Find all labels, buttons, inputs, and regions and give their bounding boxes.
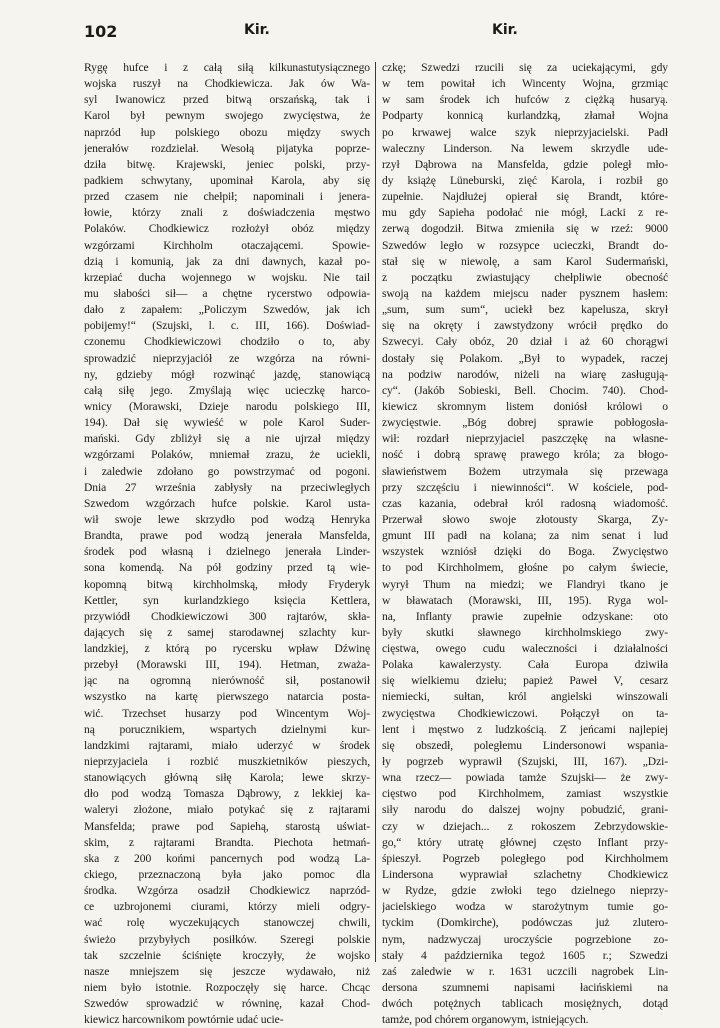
text-line: padkiem schwytany, upominał Karola, aby się [84,173,370,187]
text-line: dło pod wodzą Tomasza Dąbrowy, z lekkiej ka- [84,787,370,801]
text-line: ły pogrzeb wyprawił (Szujski, III, 167). „Dzi- [382,755,668,769]
text-line: Szwedów legło w rozsypce ucieczki, Brandt do- [382,238,668,252]
text-line: cięstwa, owego cudu waleczności i działalności [382,642,668,656]
text-line: Szwecyi. Cały obóz, 20 dział i aż 60 chorągwi [382,335,668,349]
text-line: dy książę Lüneburski, zięć Karola, i rozbił go [382,173,668,187]
text-line: waleryi złożone, miało potykać się z rajtarami [84,803,370,817]
text-line: zupełnie. Najdłużej opierał się Brandt, które- [382,190,668,204]
text-line: stanowiących główną siłę Karola; lewe skrzy- [84,771,370,785]
text-line: z początku zwiastujący chełpliwie obecność [382,270,668,284]
text-line: mański. Gdy zbliżył się a nie ujrzał między [84,432,370,446]
text-line: pobijemy!“ (Szujski, l. c. III, 166). Doświad- [84,319,370,333]
text-line: tak szczelnie ściśnięte kroczyły, że wojsko [84,948,370,962]
right-column [382,60,668,1028]
text-line: Rygę hufce i z całą siłą kilkunastutysiącznego [84,61,370,74]
text-line: naprzód łup polskiego obozu między swych [84,125,370,139]
text-line: ckiego, przeznaczoną była jako pomoc dla [84,868,370,882]
text-line: w tem powitał ich Wincenty Wojna, grzmiąc [382,77,668,91]
text-line: cy“. (Jakób Sobieski, Bell. Chocim. 740). Chod- [382,383,668,397]
text-line: niem było istotnie. Rozpoczęły się harce. Chcąc [84,981,370,995]
text-line: przywiódł Chodkiewiczowi 300 rajtarów, skła- [84,609,370,623]
text-columns [84,60,668,1027]
text-line: wszystek wzniósł dzięki do Boga. Zwycięstwo [382,545,668,559]
text-line: się obszedł, poległemu Lindersonowi wspania- [382,738,668,752]
text-line: Szwedów sprowadzić w równinę, kazał Chod- [84,997,370,1011]
text-line: 194). Dał się wywieść w pole Karol Suder- [84,416,370,430]
text-line: lent i męstwo z ludzkością. Z jeńcami najlepiej [382,722,668,736]
text-line: ska z 200 końmi pancernych pod wodzą La- [84,851,370,865]
text-line: Polaka kawalerzysty. Cała Europa dziwiła [382,658,668,672]
text-line: w sam środek ich hufców z ciężką husaryą. [382,93,668,107]
text-line: tyckim (Domkirche), podówczas już zlutero- [382,916,668,930]
text-line: krzepiać ducha wojennego w wojsku. Nie tail [84,270,370,284]
text-line: wna rzecz— powiada tamże Szujski— że zwy- [382,771,668,785]
text-line: stał się w niewolę, a sam Karol Sudermański, [382,254,668,268]
text-line: środek pod własną i dzielnego jenerała Linder- [84,545,370,559]
text-line: wił swoje lewe skrzydło pod wodzą Henryka [84,512,370,526]
text-line: rzył Dąbrowa na Mansfelda, gdzie poległ mło- [382,157,668,171]
text-line: były skutki sławnego kirchholmskiego zwy- [382,625,668,639]
text-line: Szwedom wzgórzach hufce polskie. Karol usta- [84,496,370,510]
text-line: w Rydze, gdzie zwłoki tego dzielnego nieprzy- [382,884,668,898]
text-line: skim, z rajtarami Brandta. Piechota hetmań- [84,835,370,849]
text-line: dziła bitwę. Krajewski, jeniec polski, przy- [84,157,370,171]
text-line: całą siłę jego. Zmyślają więc ucieczkę harco- [84,383,370,397]
text-line: kopomną bitwą kirchholmską, młody Fryderyk [84,577,370,591]
text-line: zaś zaledwie w r. 1631 uczcili nagrobek Lin- [382,964,668,978]
text-line: Polaków. Chodkiewicz rozłożył obóz między [84,222,370,236]
text-line: dwóch potężnych tablicach mosiężnych, dotąd [382,997,668,1011]
text-line: „sum, sum sum“, uciekł bez kapelusza, skrył [382,303,668,317]
text-line: swoją na każdem miejscu nader pysznem hasłem: [382,286,668,300]
text-line: wzgórzami Polaków, mniemał zrazu, że uciekli, [84,448,370,462]
text-line: Dnia 27 września zabłysły na przeciwległych [84,480,370,494]
text-line: wnicy (Morawski, Dzieje narodu polskiego III, [84,399,370,413]
text-line: sławieństwem Bożem utrzymała się przewaga [382,464,668,478]
text-line: dających się z samej starodawnej szlachty kur- [84,625,370,639]
column-divider [375,62,376,962]
text-line: jacielskiego wodza w starożytnym tumie go- [382,900,668,914]
text-line: ną porucznikiem, wspartych dzielnymi kur- [84,722,370,736]
page-number: 102 [84,22,118,41]
text-line: jenerałów rozdzielał. Wesołą pijatyka poprze- [84,141,370,155]
text-line: wszystko na kartę pierwszego natarcia posta- [84,690,370,704]
text-line: jąc na ogromną nierówność sił, postanowił [84,674,370,688]
text-line: czas kazania, odebrał król radosną wiadomość. [382,496,668,510]
text-line: dzią i komunią, jak za dni dawnych, kazał po- [84,254,370,268]
left-column [84,60,370,1028]
text-line: kiewicz harcownikom powtórnie udać ucie- [84,1013,284,1027]
text-line: landzkiej, z którą po rycersku wpław Dźwinę [84,642,370,656]
text-line: waleczny Linderson. Na lewem skrzydle ude- [382,141,668,155]
text-line: go,“ który utratę głównej często Inflant przy- [382,835,668,849]
text-line: cięstwo pod Kirchholmem, zamiast wszystkie [382,787,668,801]
text-line: Mansfelda; prawe pod Sapiehą, starostą uświat- [84,819,370,833]
text-line: w bławatach (Morawski, III, 195). Ryga wol- [382,593,668,607]
text-line: wojska ruszył na Chodkiewicza. Jak ów Wa- [84,77,370,91]
text-line: przed czasem nie chełpił; napominali i jenera- [84,190,370,204]
text-line: wił: rozdarł nieprzyjaciel paszczękę na własne- [382,432,668,446]
text-line: mu gdy Sapieha podołać nie mógł, Lacki z re- [382,206,668,220]
text-line: stały 4 października tegoż 1605 r.; Szwedzi [382,948,668,962]
text-line: Podparty konnicą kurlandzką, złamał Wojna [382,109,668,123]
text-line: czy w dziejach... z rokoszem Zebrzydowskie- [382,819,668,833]
text-line: niemiecki, sułtan, król angielski winszowali [382,690,668,704]
text-line: świeżo przybyłych posiłków. Szeregi polskie [84,932,370,946]
text-line: po krwawej walce szyk nieprzyjacielski. Padł [382,125,668,139]
text-line: nieprzyjaciela i rozbić muszkietników pieszych, [84,755,370,769]
text-line: środka. Wzgórza osadził Chodkiewicz naprzód- [84,884,370,898]
text-line: śpieszył. Pogrzeb poległego pod Kirchholmem [382,851,668,865]
text-line: na, Inflanty prawie zupełnie odzyskane: oto [382,609,668,623]
text-line: zwycięstwie. „Bóg dobrej sprawie pobłogosła- [382,416,668,430]
text-line: nym, nadzwyczaj uroczyście pogrzebione zo- [382,932,668,946]
running-head-right: Kir. [492,22,518,38]
text-line: siły narodu do dalszej wojny pobudzić, grani- [382,803,668,817]
text-line: gmunt III padł na kolana; za nim senat i lud [382,529,668,543]
text-line: czkę; Szwedzi rzucili się za uciekającymi, gdy [382,61,668,74]
text-line: nasze mniejszem się jeszcze wydawało, niż [84,964,370,978]
page-header [84,22,664,46]
text-line: sona komendą. Na pół godziny przed tą wie- [84,561,370,575]
text-line: Brandta, prawe pod wodzą jenerała Mansfelda, [84,529,370,543]
text-line: dersona szumnemi napisami łacińskiemi na [382,981,668,995]
text-line: czonemu Chodkiewiczowi chodziło o to, aby [84,335,370,349]
text-line: przebył (Morawski III, 194). Hetman, zważa- [84,658,370,672]
text-line: Przerwał słowo swoje złotousty Skarga, Zy- [382,512,668,526]
text-line: landzkimi rajtarami, miało uderzyć w środek [84,738,370,752]
text-line: wyrył Thum na miedzi; we Flandryi tkano je [382,577,668,591]
text-line: Lindersona wyprawiał szlachetny Chodkiewicz [382,868,668,882]
text-line: sprowadzić nieprzyjaciół ze wzgórza na równi- [84,351,370,365]
text-line: wić. Trzechset husarzy pod Wincentym Woj- [84,706,370,720]
text-line: mu słabości sił— a chętne rycerstwo odpowia- [84,286,370,300]
text-line: zerwą dogodził. Bitwa zmieniła się w rzeź: 9000 [382,222,668,236]
text-line: ny, gdzieby mógł rozwinąć jazdę, stanowiącą [84,367,370,381]
text-line: się na okręty i zawstydzony wrócił prędko do [382,319,668,333]
text-line: wzgórzami Kirchholm otaczającemi. Spowie- [84,238,370,252]
text-line: syl Iwanowicz przed bitwą orszańską, tak i [84,93,370,107]
text-line: ce uzbrojonemi ciurami, którzy mieli odgry- [84,900,370,914]
text-line: Karol był pewnym swojego zwycięstwa, że [84,109,370,123]
text-line: dostały się Polakom. „Był to wypadek, raczej [382,351,668,365]
text-line: wać rolę wyczekujących stanowczej chwili, [84,916,370,930]
text-line: łowie, którzy znali z doświadczenia męstwo [84,206,370,220]
text-line: kiewicz skromnym listem doniósł królowi o [382,399,668,413]
text-line: ność i dobrą sprawę prawego króla; za błogo- [382,448,668,462]
text-line: zwycięstwa Chodkiewiczowi. Połączył on ta- [382,706,668,720]
text-line: i zaledwie zdołano go powstrzymać od pogoni. [84,464,370,478]
text-line: przy szczęściu i niewinności“. W kościele, pod- [382,480,668,494]
text-line: tamże, pod chórem organowym, istniejących. [382,1013,589,1027]
text-line: dało z zapałem: „Policzym Szwedów, jak ich [84,303,370,317]
text-line: na podziw narodów, niżeli na wiarę zasługują- [382,367,668,381]
text-line: się wielkiemu dziełu; papież Paweł V, cesarz [382,674,668,688]
text-line: to pod Kirchholmem, głośne po całym świecie, [382,561,668,575]
text-line: Kettler, syn kurlandzkiego księcia Kettlera, [84,593,370,607]
running-head-left: Kir. [244,22,270,38]
